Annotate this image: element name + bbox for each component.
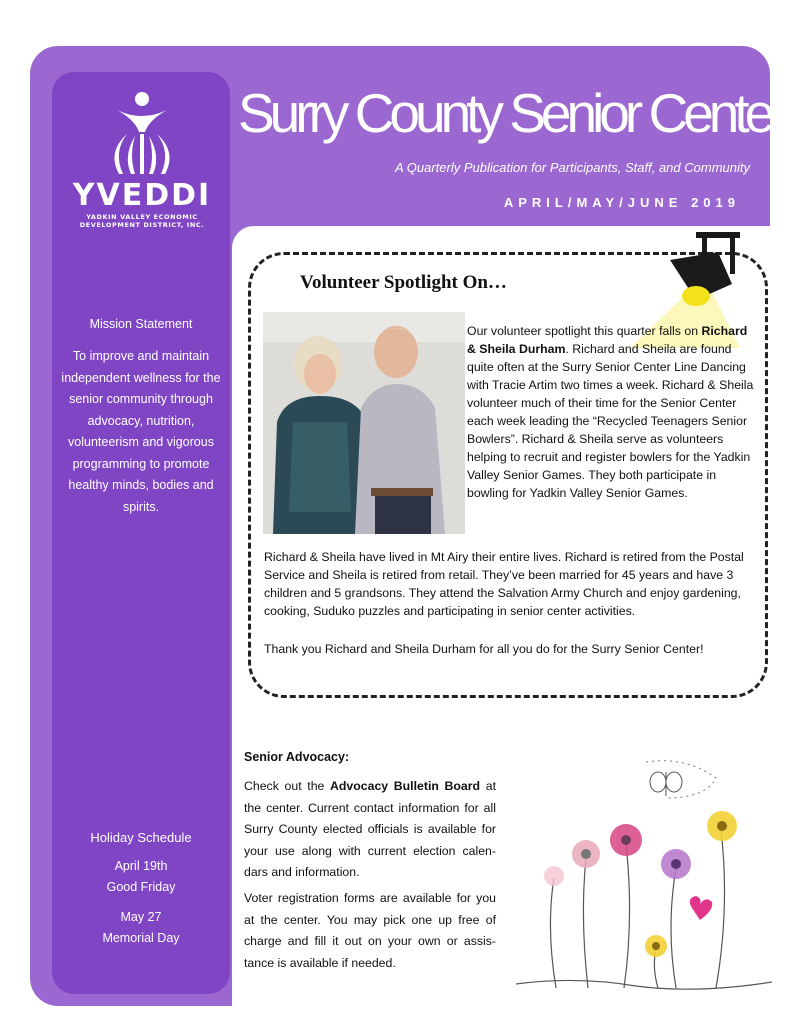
spotlight-paragraph-3: Thank you Richard and Sheila Durham for all you do for the Surry Senior Center! <box>264 642 704 656</box>
advocacy-bulletin-board: Advocacy Bulletin Board <box>330 779 481 793</box>
issue-dateline: APRIL/MAY/JUNE 2019 <box>503 195 740 210</box>
advocacy-paragraph-2: Voter registration forms are available for you at the center. You may pick one up free of charge and fill it out on your own or assis-tance is available if needed. <box>244 891 496 970</box>
spotlight-p1-intro: Our volunteer spotlight this quarter falls on <box>467 324 702 338</box>
logo-subtitle-line1: YADKIN VALLEY ECONOMIC <box>86 213 198 221</box>
spotlight-paragraph-1 <box>467 322 759 502</box>
spotlight-p1-body: . Richard and Sheila are found quite often at the Surry Senior Center Line Dancing with Tracie Artim two times a week. Richard & Sheila volunteer much of their time for the Senior Center each week leading the “Recycled Teenagers Senior Bowlers”. Richard & Sheila serve as volunteers helping to recruit and register bowlers for the Yadkin Valley Senior Games. They both participate in bowling for Yadkin Valley Senior Games. <box>467 342 754 500</box>
mission-text: To improve and maintain independent wellness for the senior community through advocacy, nutrition, volunteerism and vigorous programming to promote healthy minds, bodies and spirits. <box>61 349 221 514</box>
logo-subtitle-line2: DEVELOPMENT DISTRICT, INC. <box>79 221 205 229</box>
logo-figure-icon <box>107 90 177 176</box>
advocacy-paragraph-1 <box>244 776 496 884</box>
logo-wordmark: YVEDDI <box>72 178 212 213</box>
yveddi-logo <box>72 90 212 229</box>
volunteer-names: Richard & Sheila Durham <box>467 324 748 356</box>
spotlight-paragraph-2: Richard & Sheila have lived in Mt Airy their entire lives. Richard is retired from the Postal Service and Sheila is retired from retail. They’ve been married for 45 years and have 3 children and 5 grandsons. They attend the Salvation Army Church and enjoy gardening, cooking, Suduko puzzles and participating in senior center activities. <box>264 550 744 618</box>
holiday-heading: Holiday Schedule <box>90 830 192 845</box>
page-subtitle: A Quarterly Publication for Participants, Staff, and Community <box>394 160 750 175</box>
flowers-illustration-icon <box>516 758 772 994</box>
holiday-1-date: April 19th <box>114 859 168 873</box>
holiday-2-date: May 27 <box>120 910 162 924</box>
advocacy-heading: Senior Advocacy: <box>244 750 350 764</box>
holiday-1-name: Good Friday <box>106 880 176 894</box>
mission-heading: Mission Statement <box>89 317 193 331</box>
advocacy-p1-intro: Check out the <box>244 779 331 793</box>
advocacy-p1-body: at the center. Current contact information for all Surry County elected officials is available for your use along with current election calen-dars and information. <box>244 779 496 879</box>
page-title: Surry County Senior Center <box>238 82 784 144</box>
spotlight-title: Volunteer Spotlight On… <box>300 272 507 293</box>
holiday-2-name: Memorial Day <box>102 931 180 945</box>
volunteer-photo <box>263 312 465 534</box>
